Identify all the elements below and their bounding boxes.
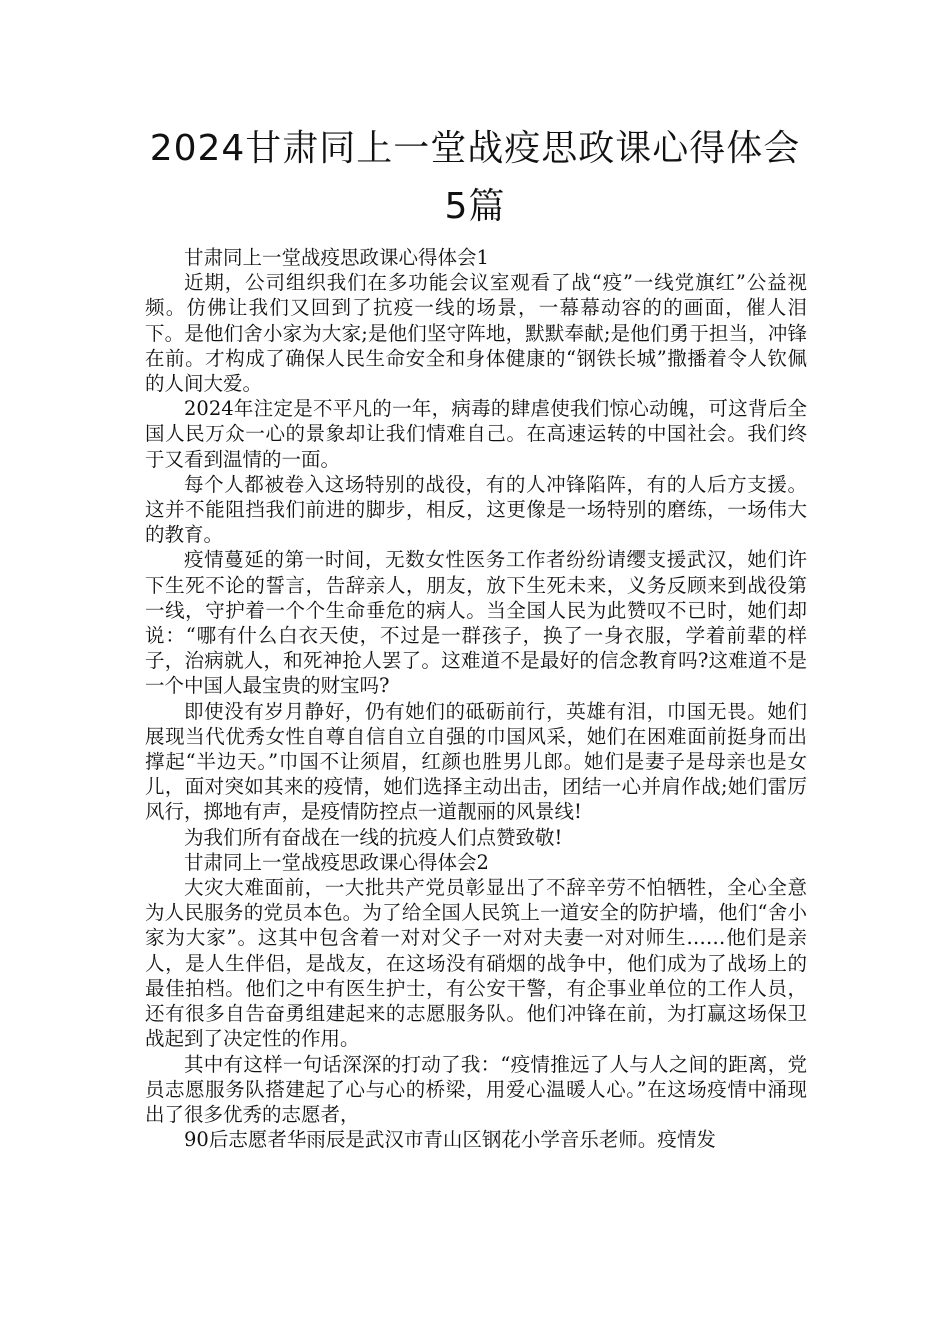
document-body	[145, 245, 807, 1152]
body-paragraph: 2024年注定是不平凡的一年，病毒的肆虐使我们惊心动魄，可这背后全国人民万众一心的景象却让我们情难自己。在高速运转的中国社会。我们终于又看到温情的一面。	[145, 397, 807, 471]
body-paragraph: 90后志愿者华雨辰是武汉市青山区钢花小学音乐老师。疫情发	[184, 1128, 716, 1152]
body-paragraph: 疫情蔓延的第一时间，无数女性医务工作者纷纷请缨支援武汉，她们许下生死不论的誓言，告辞亲人，朋友，放下生死未来，义务反顾来到战役第一线，守护着一个个生命垂危的病人。当全国人民为此赞叹不已时，她们却说：“哪有什么白衣天使，不过是一群孩子，换了一身衣服，学着前辈的样子，治病就人，和死神抢人罢了。这难道不是最好的信念教育吗?这难道不是一个中国人最宝贵的财宝吗?	[145, 548, 807, 698]
body-paragraph: 每个人都被卷入这场特别的战役，有的人冲锋陷阵，有的人后方支援。这并不能阻挡我们前进的脚步，相反，这更像是一场特别的磨练，一场伟大的教育。	[145, 472, 807, 547]
title-line-1: 2024甘肃同上一堂战疫思政课心得体会	[149, 128, 801, 169]
body-paragraph: 即使没有岁月静好，仍有她们的砥砺前行，英雄有泪，巾国无畏。她们展现当代优秀女性自尊自信自立自强的巾国风采，她们在困难面前挺身而出撑起“半边天。”巾国不让须眉，红颜也胜男儿郎。她们是妻子是母亲也是女儿，面对突如其来的疫情，她们选择主动出击，团结一心并肩作战;她们雷厉风行，掷地有声，是疫情防控点一道靓丽的风景线!	[145, 699, 807, 824]
body-paragraph: 为我们所有奋战在一线的抗疫人们点赞致敬!	[184, 825, 563, 849]
body-paragraph: 大灾大难面前，一大批共产党员彰显出了不辞辛劳不怕牺牲，全心全意为人民服务的党员本色。为了给全国人民筑上一道安全的防护墙，他们“舍小家为大家”。这其中包含着一对对父子一对对夫妻一对对师生……他们是亲人，是人生伴侣，是战友，在这场没有硝烟的战争中，他们成为了战场上的最佳拍档。他们之中有医生护士，有公安干警，有企事业单位的工作人员，还有很多自告奋勇组建起来的志愿服务队。他们冲锋在前，为打赢这场保卫战起到了决定性的作用。	[145, 876, 807, 1051]
section-heading-2: 甘肃同上一堂战疫思政课心得体会2	[184, 850, 489, 874]
document-title	[120, 120, 830, 236]
title-line-2: 5篇	[444, 186, 506, 227]
body-paragraph: 其中有这样一句话深深的打动了我：“疫情推远了人与人之间的距离，党员志愿服务队搭建起了心与心的桥梁，用爱心温暖人心。”在这场疫情中涌现出了很多优秀的志愿者，	[145, 1052, 807, 1126]
section-heading-1: 甘肃同上一堂战疫思政课心得体会1	[184, 246, 489, 269]
body-paragraph: 近期，公司组织我们在多功能会议室观看了战“疫”一线党旗红”公益视频。仿佛让我们又回到了抗疫一线的场景，一幕幕动容的的画面，催人泪下。是他们舍小家为大家;是他们坚守阵地，默默奉献;是他们勇于担当，冲锋在前。才构成了确保人民生命安全和身体健康的“钢铁长城”撒播着令人钦佩的人间大爱。	[145, 271, 807, 396]
